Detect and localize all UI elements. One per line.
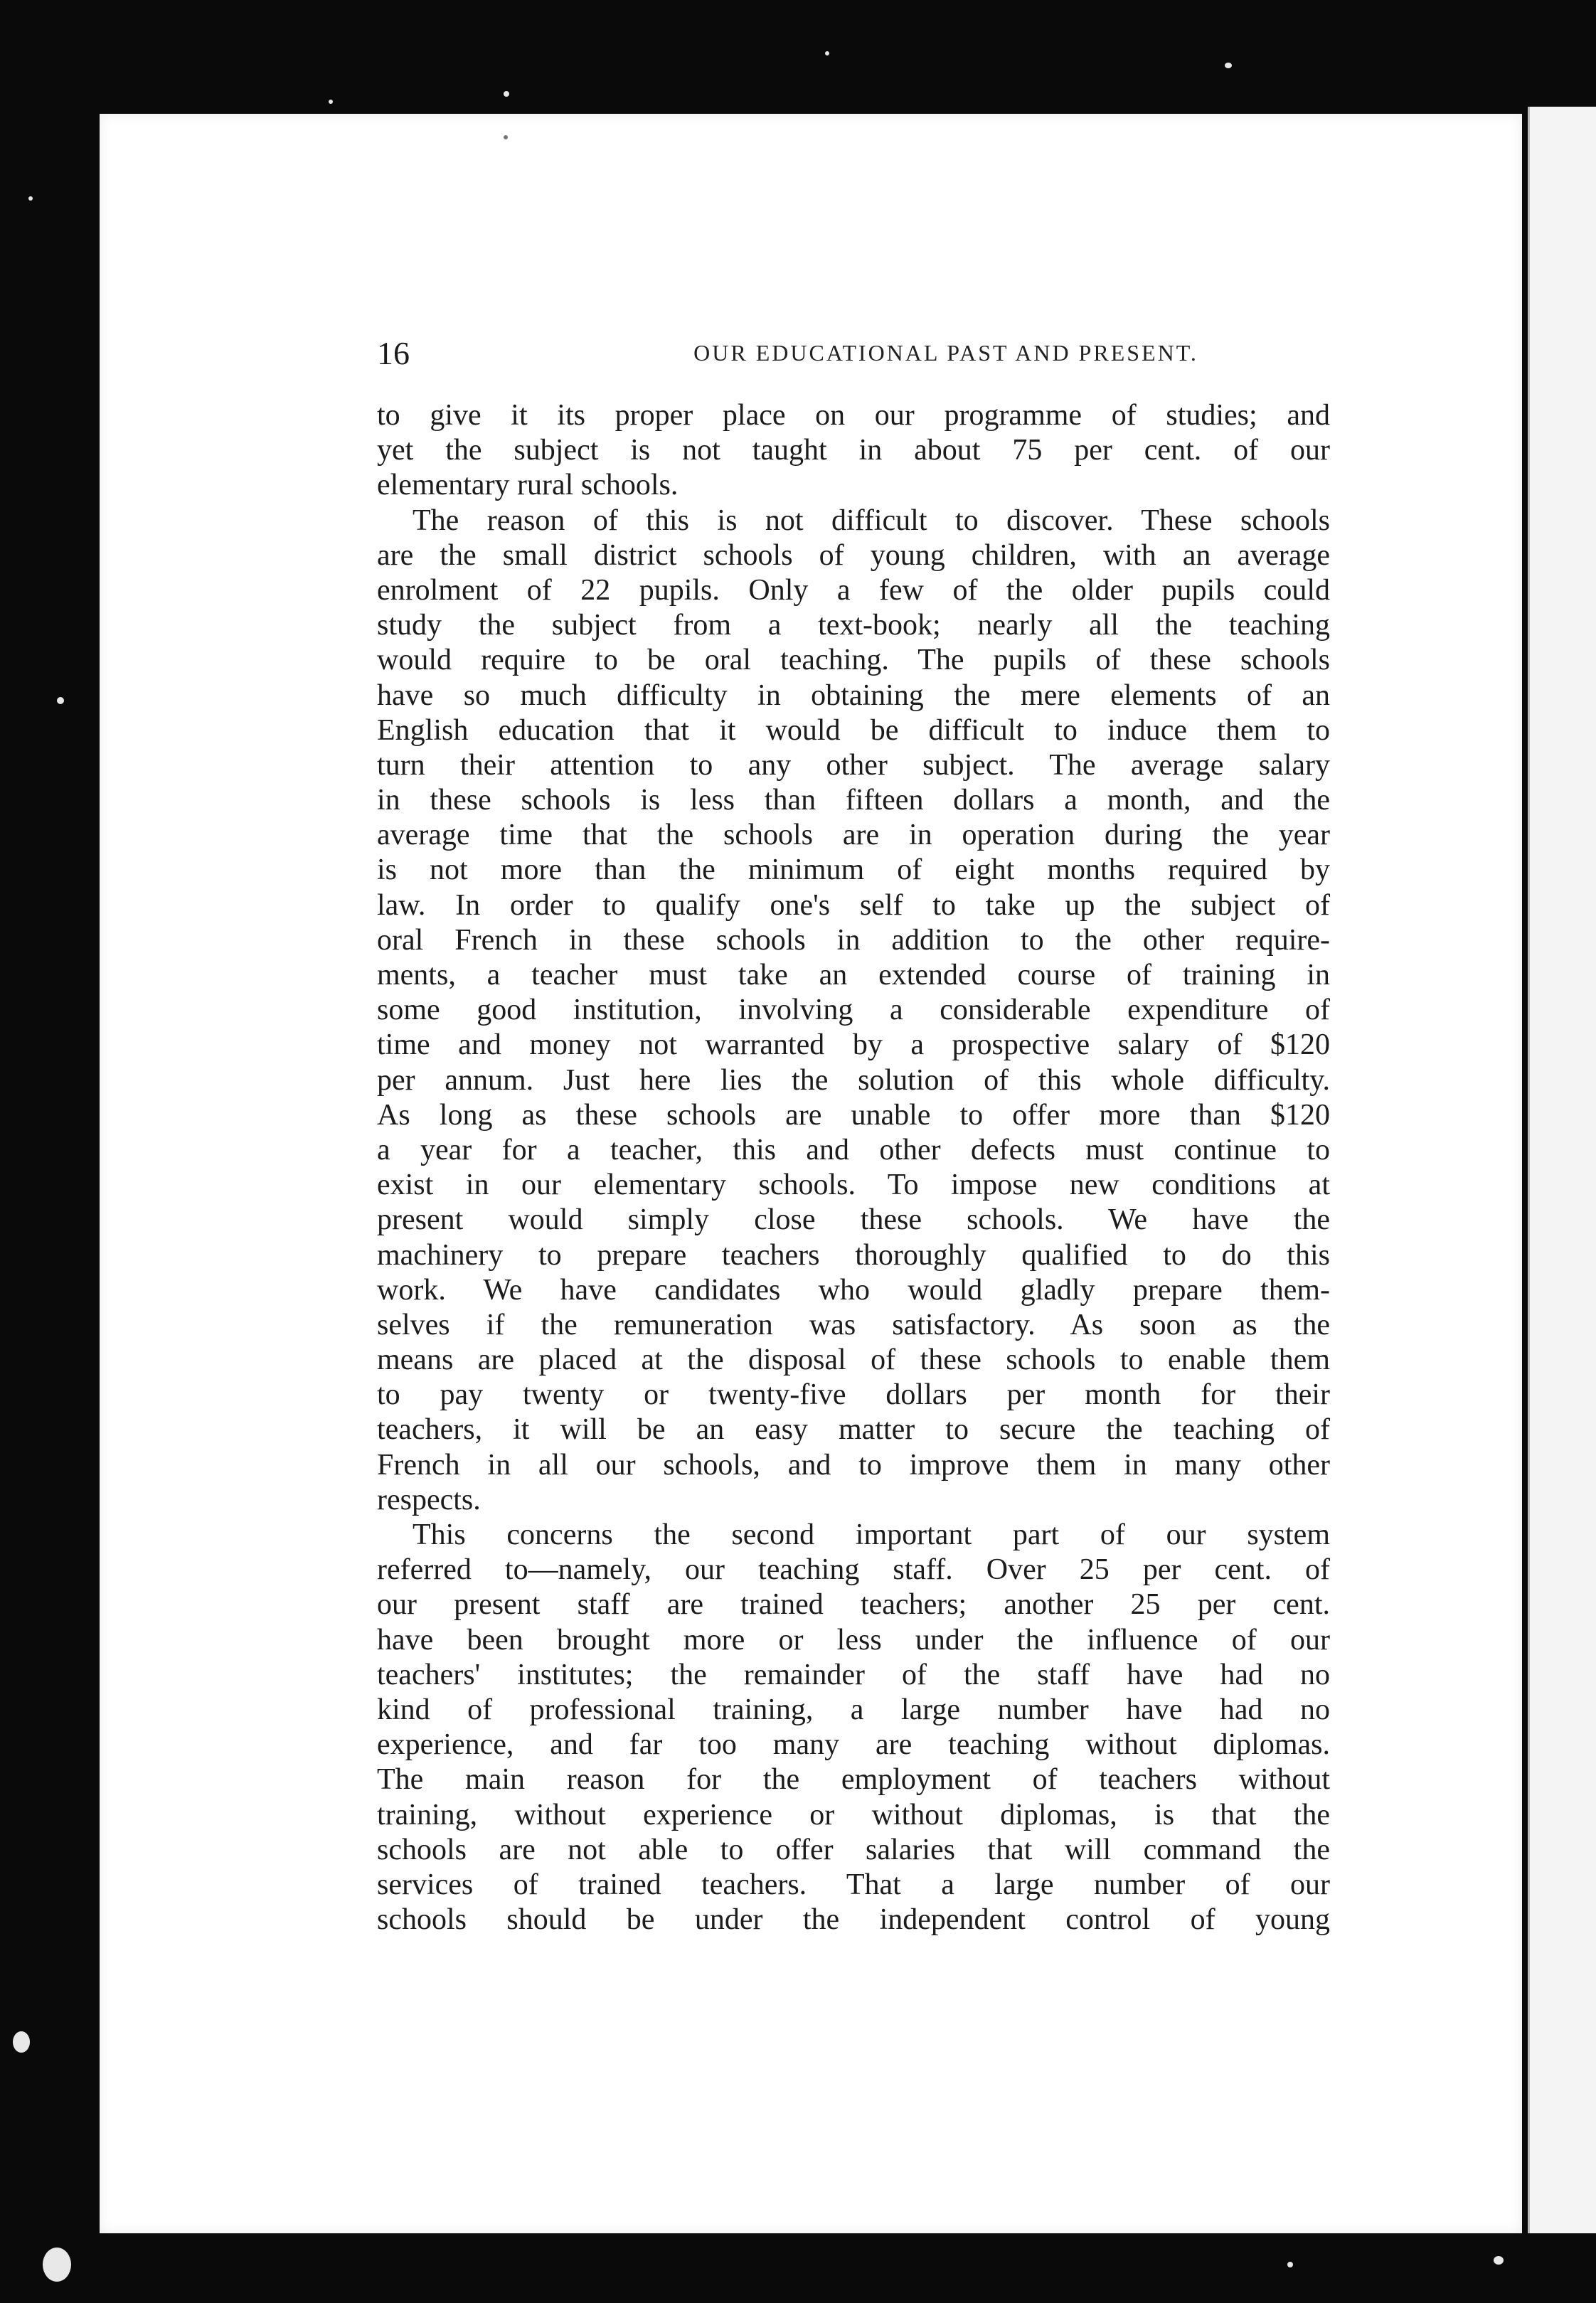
scan-speck: [1287, 2262, 1293, 2267]
text-line: schools are not able to offer salaries that will command the: [377, 1833, 1330, 1866]
text-line: yet the subject is not taught in about 75 per cent. of our: [377, 434, 1330, 467]
paragraph: [377, 398, 1330, 504]
text-line: are the small district schools of young children, with an average: [377, 538, 1330, 572]
text-line: schools should be under the independent control of young: [377, 1903, 1330, 1937]
text-line: referred to—namely, our teaching staff. Over 25 per cent. of: [377, 1553, 1330, 1587]
text-line: exist in our elementary schools. To impose new conditions at: [377, 1169, 1330, 1202]
text-line: teachers' institutes; the remainder of the staff have had no: [377, 1658, 1330, 1691]
body-text: [377, 398, 1330, 1937]
text-line: have been brought more or less under the influence of our: [377, 1623, 1330, 1656]
scan-speck: [1225, 63, 1232, 68]
text-line: machinery to prepare teachers thoroughly qualified to do this: [377, 1238, 1330, 1272]
text-line: experience, and far too many are teaching without diplomas.: [377, 1728, 1330, 1762]
text-line: a year for a teacher, this and other defects must continue to: [377, 1133, 1330, 1166]
scan-speck: [57, 697, 64, 704]
text-line: enrolment of 22 pupils. Only a few of the older pupils could: [377, 573, 1330, 607]
paragraph: [377, 504, 1330, 1518]
text-line: our present staff are trained teachers; another 25 per cent.: [377, 1588, 1330, 1622]
text-line: English education that it would be difficult to induce them to: [377, 713, 1330, 747]
text-line: kind of professional training, a large number have had no: [377, 1693, 1330, 1726]
text-line: would require to be oral teaching. The pupils of these schools: [377, 644, 1330, 677]
page-number: 16: [377, 335, 410, 371]
scan-speck: [43, 2248, 71, 2282]
text-line: oral French in these schools in addition to the other require-: [377, 923, 1330, 957]
text-line: As long as these schools are unable to offer more than $120: [377, 1098, 1330, 1132]
scan-speck: [504, 135, 508, 139]
text-line: respects.: [377, 1483, 481, 1516]
text-line: have so much difficulty in obtaining the mere elements of an: [377, 679, 1330, 712]
text-line: study the subject from a text-book; nearly all the teaching: [377, 609, 1330, 642]
text-line: present would simply close these schools. We have the: [377, 1203, 1330, 1237]
text-line: to pay twenty or twenty-five dollars per month for their: [377, 1378, 1330, 1412]
text-line: teachers, it will be an easy matter to secure the teaching of: [377, 1413, 1330, 1447]
next-page-edge: [1528, 107, 1596, 2233]
text-line: in these schools is less than fifteen dollars a month, and the: [377, 784, 1330, 817]
text-line: work. We have candidates who would gladly prepare them-: [377, 1273, 1330, 1307]
text-line: selves if the remuneration was satisfactory. As soon as the: [377, 1308, 1330, 1341]
text-line: The main reason for the employment of teachers without: [377, 1763, 1330, 1797]
text-line: is not more than the minimum of eight months required by: [377, 853, 1330, 887]
paragraph: [377, 1518, 1330, 1937]
scan-speck: [13, 2031, 30, 2053]
text-line: means are placed at the disposal of these schools to enable them: [377, 1344, 1330, 1377]
text-line: per annum. Just here lies the solution of this whole difficulty.: [377, 1063, 1330, 1097]
text-line: This concerns the second important part of our system: [413, 1519, 1330, 1551]
scan-speck: [504, 91, 509, 97]
text-line: average time that the schools are in operation during the year: [377, 819, 1330, 852]
scan-speck: [825, 51, 829, 55]
text-line: The reason of this is not difficult to discover. These schools: [413, 504, 1330, 537]
scan-speck: [28, 196, 33, 201]
text-line: law. In order to qualify one's self to take up the subject of: [377, 888, 1330, 922]
text-line: some good institution, involving a considerable expenditure of: [377, 994, 1330, 1027]
text-line: to give it its proper place on our programme of studies; and: [377, 399, 1330, 432]
page-header: [377, 334, 1330, 377]
text-line: services of trained teachers. That a large number of our: [377, 1868, 1330, 1901]
text-line: elementary rural schools.: [377, 469, 679, 502]
running-head: OUR EDUCATIONAL PAST AND PRESENT.: [693, 340, 1198, 366]
text-line: turn their attention to any other subject. The average salary: [377, 748, 1330, 782]
text-line: time and money not warranted by a prospective salary of $120: [377, 1028, 1330, 1062]
scan-speck: [329, 100, 333, 104]
text-line: French in all our schools, and to improve them in many other: [377, 1448, 1330, 1482]
text-line: training, without experience or without diplomas, is that the: [377, 1798, 1330, 1831]
text-line: ments, a teacher must take an extended course of training in: [377, 959, 1330, 991]
scan-speck: [1494, 2256, 1504, 2265]
